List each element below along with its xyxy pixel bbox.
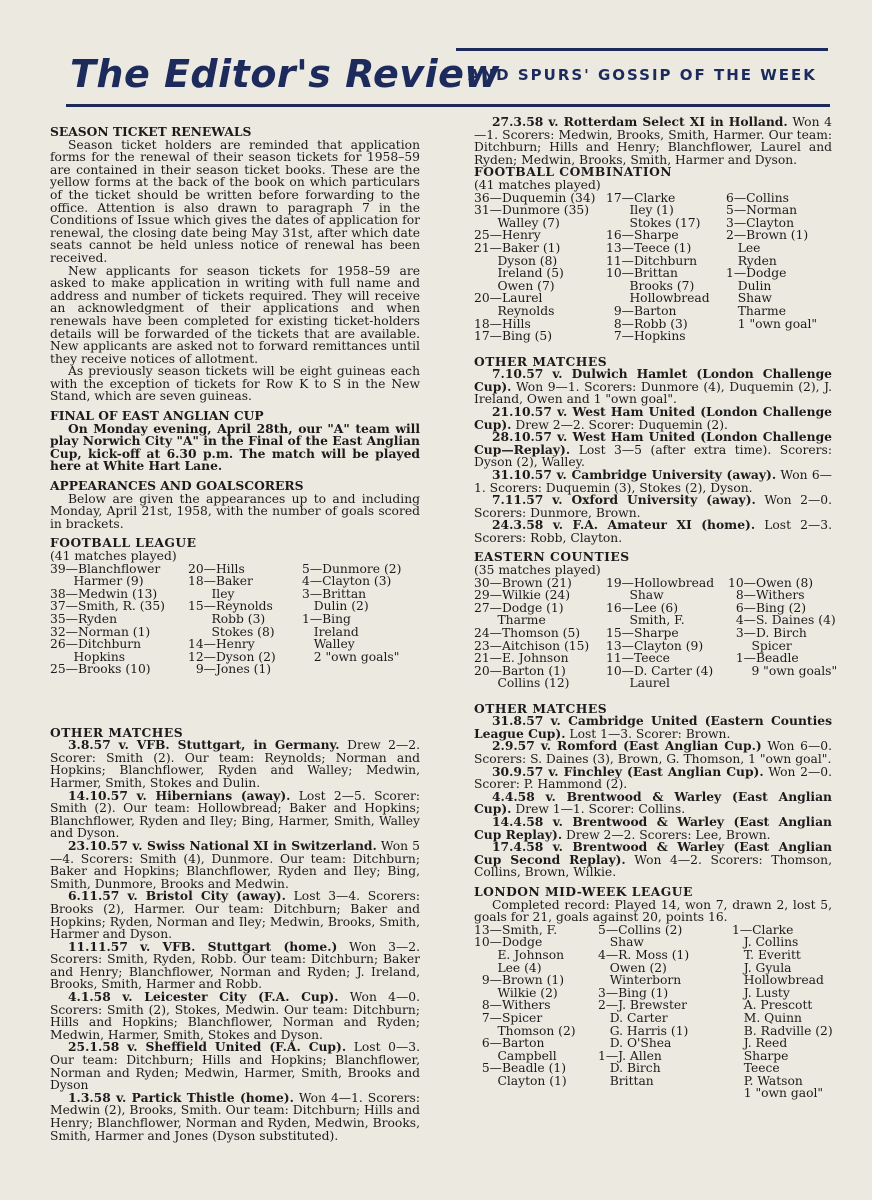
paragraph: New applicants for season tickets for 1958–59 are asked to make application in writing with full name and address and number of tickets required. They will receive an acknowledgment of their applications and when renewals have been completed for existing ticket-holders details will be forwarded of the tickets that are available. New applicants are asked not to forward remittances until they receive notices of allotment. xyxy=(50,263,420,366)
match-title: 21.10.57 v. West Ham United (London Challenge Cup). xyxy=(474,403,832,432)
match-report xyxy=(474,816,832,841)
match-details: Won 6—0. Scorers: S. Daines (3), Brown, G. Thomson, 1 "own goal". xyxy=(474,739,832,767)
player-entry: 17—Clarke xyxy=(606,190,676,205)
player-entry: 12—Dyson (2) xyxy=(188,649,276,664)
left-column xyxy=(50,126,420,1142)
player-entry: 9—Brown (1) xyxy=(474,973,565,988)
player-entry: 31—Dunmore (35) xyxy=(474,203,590,218)
match-details: Won 5—4. Scorers: Smith (4), Dunmore. Our team: Ditchburn; Baker and Hopkins; Blanchflower, Ryden and Iley; Bing, Smith, Dunmore, Brooks and Medwin. xyxy=(50,838,420,891)
player-entry: 10—Owen (8) xyxy=(728,575,814,590)
match-list xyxy=(50,739,420,1142)
match-details: Lost 1—3. Scorer: Brown. xyxy=(565,726,731,741)
match-report xyxy=(474,763,832,792)
section-heading: APPEARANCES AND GOALSCORERS xyxy=(50,478,304,494)
player-entry: 14—Henry xyxy=(188,637,255,652)
match-details: Lost 2—5. Scorer: Smith (2). Our team: Hollowbread; Baker and Hopkins; Blanchflower, Ryden and Iley; Bing, Harmer, Smith, Walley and Dyson. xyxy=(50,788,421,841)
player-entry: Hollowbread xyxy=(732,973,824,988)
match-title: 14.4.58 v. Brentwood & Warley (East Anglian Cup Replay). xyxy=(474,814,832,842)
player-entry: 8—Robb (3) xyxy=(606,316,688,331)
player-entry: 4—S. Daines (4) xyxy=(728,613,836,628)
player-entry: A. Prescott xyxy=(732,998,813,1013)
player-entry: 1—J. Allen xyxy=(598,1048,662,1063)
match-title: 17.4.58 v. Brentwood & Warley (East Anglian Cup Second Replay). xyxy=(474,839,832,867)
table-column xyxy=(726,192,817,331)
player-entry: 3—Bing (1) xyxy=(598,985,669,1000)
match-title: 27.3.58 v. Rotterdam Select XI in Holland. xyxy=(492,114,788,129)
table-heading: FOOTBALL LEAGUE xyxy=(50,535,197,551)
match-details: Won 2—0. Scorers: Dunmore, Brown. xyxy=(474,493,832,520)
player-entry: 10—D. Carter (4) xyxy=(606,663,714,678)
match-title: 31.8.57 v. Cambridge United (Eastern Counties League Cup). xyxy=(474,713,832,741)
player-entry: Tharme xyxy=(474,613,546,628)
table-column xyxy=(302,563,401,664)
player-entry: 2—J. Brewster xyxy=(598,998,688,1013)
player-entry: 18—Baker xyxy=(188,574,253,589)
match-details: Drew 2—2. Scorer: Duquemin (2). xyxy=(511,417,728,432)
player-entry: Shaw xyxy=(598,935,644,950)
match-details: Lost 2—3. Scorers: Robb, Clayton. xyxy=(474,518,832,545)
player-entry: 20—Hills xyxy=(188,561,245,576)
player-entry: 16—Lee (6) xyxy=(606,600,678,615)
player-entry: 15—Sharpe xyxy=(606,626,679,641)
paragraph: Below are given the appearances up to and including Monday, April 21st, 1958, with the number of goals scored in brackets. xyxy=(50,491,420,531)
match-title: 25.1.58 v. Sheffield United (F.A. Cup). xyxy=(68,1039,347,1055)
player-entry: 20—Laurel xyxy=(474,291,543,306)
player-entry: 7—Spicer xyxy=(474,1010,543,1025)
match-title: 6.11.57 v. Bristol City (away). xyxy=(68,888,286,904)
player-entry: 21—E. Johnson xyxy=(474,651,569,666)
player-entry: J. Collins xyxy=(732,935,799,950)
player-entry: 17—Bing (5) xyxy=(474,329,553,344)
player-entry: Brittan xyxy=(598,1073,654,1088)
player-entry: 3—Clayton xyxy=(726,215,795,230)
player-table xyxy=(474,192,832,356)
match-details: Drew 2—2. Scorer: Smith (2). Our team: Reynolds; Norman and Hopkins; Blanchflower, Ryden and Walley; Medwin, Harmer, Smith, Stokes and Dulin. xyxy=(50,738,420,790)
player-entry: 4—R. Moss (1) xyxy=(598,947,690,962)
player-entry: 26—Ditchburn xyxy=(50,637,142,652)
player-entry: Stokes (8) xyxy=(188,624,275,639)
player-entry: 5—Dunmore (2) xyxy=(302,561,402,576)
table-subheading: (41 matches played) xyxy=(50,549,177,563)
player-entry: B. Radville (2) xyxy=(732,1023,833,1038)
match-details: Lost 3—4. Scorers: Brooks (2), Harmer. Our team: Ditchburn; Baker and Hopkins; Ryden, Norman and Iley; Medwin, Brooks, Smith, Harmer and Dyson. xyxy=(50,889,420,942)
player-entry: 11—Ditchburn xyxy=(606,253,698,268)
section-heading: FINAL OF EAST ANGLIAN CUP xyxy=(50,408,264,424)
player-entry: 21—Baker (1) xyxy=(474,240,561,255)
player-entry: 6—Barton xyxy=(474,1036,545,1051)
player-entry: 1 "own goal" xyxy=(726,316,818,331)
player-entry: D. Birch xyxy=(598,1061,661,1076)
paragraph: As previously season tickets will be eight guineas each with the exception of tickets for Row K to S in the New Stand, which are seven guineas. xyxy=(50,364,420,404)
player-entry: 8—Withers xyxy=(474,998,551,1013)
match-title: 14.10.57 v. Hibernians (away). xyxy=(68,787,291,803)
player-entry: 11—Teece xyxy=(606,651,670,666)
match-report xyxy=(474,519,832,544)
table-column xyxy=(474,577,589,690)
player-entry: 13—Clayton (9) xyxy=(606,638,704,653)
player-entry: Smith, F. xyxy=(606,613,685,628)
player-entry: 25—Henry xyxy=(474,228,541,243)
player-entry: Shaw xyxy=(726,291,772,306)
player-entry: 19—Hollowbread xyxy=(606,575,715,590)
match-title: 7.10.57 v. Dulwich Hamlet (London Challenge Cup). xyxy=(474,366,832,394)
player-entry: 5—Norman xyxy=(726,203,798,218)
player-entry: Iley xyxy=(188,586,235,601)
match-report xyxy=(474,368,832,406)
player-entry: Walley (7) xyxy=(474,215,560,230)
table-column xyxy=(50,563,165,676)
match-title: 31.10.57 v. Cambridge University (away). xyxy=(492,466,777,482)
header-rule-top xyxy=(456,48,828,51)
player-entry: Ireland (5) xyxy=(474,266,564,281)
match-title: 24.3.58 v. F.A. Amateur XI (home). xyxy=(492,517,756,533)
match-report xyxy=(50,1041,420,1091)
player-entry: 1—Bing xyxy=(302,611,351,626)
player-entry: 9 "own goals" xyxy=(728,663,838,678)
player-entry: E. Johnson xyxy=(474,947,565,962)
match-details: Drew 1—1. Scorer: Collins. xyxy=(511,802,686,817)
player-entry: 25—Brooks (10) xyxy=(50,662,151,677)
match-details: Won 9—1. Scorers: Dunmore (4), Duquemin (2), J. Ireland, Owen and 1 "own goal". xyxy=(474,379,832,407)
player-entry: 13—Smith, F. xyxy=(474,922,558,937)
match-list xyxy=(474,116,832,166)
player-entry: 38—Medwin (13) xyxy=(50,586,158,601)
match-report xyxy=(474,715,832,740)
player-entry: Owen (2) xyxy=(598,960,667,975)
player-entry: 7—Hopkins xyxy=(606,329,686,344)
player-entry: Winterborn xyxy=(598,973,682,988)
player-entry: 13—Teece (1) xyxy=(606,240,692,255)
player-entry: Hopkins xyxy=(50,649,126,664)
player-entry: Dulin xyxy=(726,278,772,293)
paragraph xyxy=(50,420,420,474)
match-details: Won 6—1. Scorers: Duquemin (3), Stokes (2), Dyson. xyxy=(474,467,832,495)
section-heading: SEASON TICKET RENEWALS xyxy=(50,124,252,139)
player-entry: J. Reed xyxy=(732,1036,788,1051)
match-title: 28.10.57 v. West Ham United (London Challenge Cup—Replay). xyxy=(474,429,832,457)
player-entry: Owen (7) xyxy=(474,278,555,293)
match-title: 4.1.58 v. Leicester City (F.A. Cup). xyxy=(68,989,339,1005)
match-details: Drew 2—2. Scorers: Lee, Brown. xyxy=(562,827,771,842)
player-entry: 10—Dodge xyxy=(474,935,543,950)
table-heading: EASTERN COUNTIES xyxy=(474,549,630,565)
player-entry: 18—Hills xyxy=(474,316,531,331)
player-entry: 10—Brittan xyxy=(606,266,678,281)
player-entry: P. Watson xyxy=(732,1073,803,1088)
player-entry: 24—Thomson (5) xyxy=(474,626,581,641)
player-entry: Thomson (2) xyxy=(474,1023,576,1038)
header-rule-bottom xyxy=(66,104,830,107)
player-entry: 5—Beadle (1) xyxy=(474,1061,566,1076)
player-entry: Clayton (1) xyxy=(474,1073,567,1088)
player-entry: 5—Collins (2) xyxy=(598,922,683,937)
table-subheading: (35 matches played) xyxy=(474,563,601,578)
player-entry: 2 "own goals" xyxy=(302,649,400,664)
player-entry: Robb (3) xyxy=(188,611,266,626)
match-report xyxy=(474,466,832,495)
player-entry: Stokes (17) xyxy=(606,215,701,230)
player-entry: 9—Jones (1) xyxy=(188,662,272,677)
player-entry: J. Lusty xyxy=(732,985,790,1000)
table-heading: OTHER MATCHES xyxy=(474,700,608,716)
player-entry: Harmer (9) xyxy=(50,574,144,589)
player-entry: G. Harris (1) xyxy=(598,1023,689,1038)
match-title: 4.4.58 v. Brentwood & Warley (East Anglian Cup). xyxy=(474,788,832,817)
table-column xyxy=(606,192,710,343)
player-entry: 2—Brown (1) xyxy=(726,228,809,243)
player-entry: Tharme xyxy=(726,303,786,318)
page-title: The Editor's Review xyxy=(70,52,500,96)
player-entry: Wilkie (2) xyxy=(474,985,558,1000)
player-entry: 23—Aitchison (15) xyxy=(474,638,590,653)
table-heading: OTHER MATCHES xyxy=(474,353,608,369)
table-heading: FOOTBALL COMBINATION xyxy=(474,164,673,180)
player-entry: M. Quinn xyxy=(732,1010,802,1025)
player-entry: 16—Sharpe xyxy=(606,228,679,243)
match-report xyxy=(50,991,420,1041)
match-report xyxy=(474,841,832,879)
match-report xyxy=(474,788,832,817)
player-entry: 9—Barton xyxy=(606,303,677,318)
player-entry: Sharpe xyxy=(732,1048,789,1063)
player-entry: 3—Brittan xyxy=(302,586,367,601)
player-entry: D. Carter xyxy=(598,1010,668,1025)
player-entry: Lee xyxy=(726,240,761,255)
player-entry: Ireland xyxy=(302,624,359,639)
match-report xyxy=(50,787,421,841)
match-report xyxy=(474,116,832,166)
match-details: Won 3—2. Scorers: Smith, Ryden, Robb. Our team: Ditchburn; Baker and Henry; Blanchflower, Norman and Ryden; J. Ireland, Brooks, Smith, Harmer and Robb. xyxy=(50,939,420,992)
player-entry: T. Everitt xyxy=(732,947,801,962)
player-entry: 29—Wilkie (24) xyxy=(474,588,571,603)
paragraph: Completed record: Played 14, won 7, drawn 2, lost 5, goals for 21, goals against 20, points 16. xyxy=(474,897,832,925)
match-report xyxy=(474,740,832,765)
match-report xyxy=(50,739,420,789)
player-table xyxy=(50,563,420,727)
player-entry: 6—Collins xyxy=(726,190,789,205)
table-column xyxy=(474,924,576,1088)
player-entry: 32—Norman (1) xyxy=(50,624,151,639)
paragraph: Season ticket holders are reminded that application forms for the renewal of their season tickets for 1958–59 are contained in their season ticket books. These are the yellow forms at the back of the book on which particulars of the ticket should be written before forwarding to the office. Attention is also drawn to paragraph 7 in the Conditions of Issue which gives the dates of application for renewal, the closing date being May 31st, after which date seats cannot be held unless notice of renewal has been received. xyxy=(50,137,420,265)
player-entry: 3—D. Birch xyxy=(728,626,807,641)
player-entry: Collins (12) xyxy=(474,676,570,691)
player-entry: Iley (1) xyxy=(606,203,674,218)
match-title: 3.8.57 v. VFB. Stuttgart, in Germany. xyxy=(68,737,340,753)
player-entry: 8—Withers xyxy=(728,588,805,603)
match-title: 7.11.57 v. Oxford University (away). xyxy=(492,492,756,508)
match-title: 1.3.58 v. Partick Thistle (home). xyxy=(68,1089,294,1105)
player-entry: J. Gyula xyxy=(732,960,792,975)
player-entry: Laurel xyxy=(606,676,670,691)
match-details: Lost 0—3. Our team: Ditchburn; Hills and Hopkins; Blanchflower, Norman and Ryden; Medwin, Harmer, Smith, Brooks and Dyson xyxy=(50,1040,420,1093)
table-heading: LONDON MID-WEEK LEAGUE xyxy=(474,883,693,899)
player-entry: 1 "own gaol" xyxy=(732,1086,824,1101)
player-entry: Shaw xyxy=(606,588,664,603)
player-entry: 20—Barton (1) xyxy=(474,663,566,678)
match-title: 23.10.57 v. Swiss National XI in Switzerland. xyxy=(68,837,377,853)
player-table xyxy=(474,924,832,1138)
right-column xyxy=(474,114,838,1138)
player-entry: Dulin (2) xyxy=(302,599,369,614)
player-entry: Hollowbread xyxy=(606,291,710,306)
match-details: Won 2—0. Scorer: P. Hammond (2). xyxy=(474,764,832,792)
player-entry: 1—Clarke xyxy=(732,922,794,937)
match-details: Won 4—2. Scorers: Thomson, Collins, Brown, Wilkie. xyxy=(474,852,832,880)
player-entry: 15—Reynolds xyxy=(188,599,273,614)
match-list xyxy=(474,368,832,544)
player-entry: 6—Bing (2) xyxy=(728,600,807,615)
match-title: 30.9.57 v. Finchley (East Anglian Cup). xyxy=(492,763,764,779)
table-column xyxy=(188,563,276,676)
player-entry: Ryden xyxy=(726,253,777,268)
player-entry: D. O'Shea xyxy=(598,1036,672,1051)
match-details: Won 4—0. Scorers: Smith (2), Stokes, Medwin. Our team: Ditchburn; Hills and Hopkins; Blanchflower, Norman and Ryden; Medwin, Harmer, Smith, Stokes and Dyson. xyxy=(50,990,420,1042)
player-entry: 35—Ryden xyxy=(50,611,118,626)
player-entry: 1—Dodge xyxy=(726,266,787,281)
table-column xyxy=(606,577,714,690)
match-report xyxy=(474,403,832,432)
match-list xyxy=(474,715,832,879)
match-details: Lost 3—5 (after extra time). Scorers: Dyson (2), Walley. xyxy=(474,442,832,470)
player-entry: Brooks (7) xyxy=(606,278,695,293)
table-column xyxy=(732,924,833,1100)
match-report xyxy=(50,938,420,992)
player-entry: 37—Smith, R. (35) xyxy=(50,599,165,614)
player-table xyxy=(474,575,838,703)
match-details: Won 4—1. Scorers: Medwin (2), Brooks, Smith. Our team: Ditchburn; Hills and Henry; Blanchflower, Norman and Ryden, Medwin, Brooks, Smith, Harmer and Jones (Dyson substituted). xyxy=(50,1090,420,1143)
player-entry: Reynolds xyxy=(474,303,555,318)
player-entry: Walley xyxy=(302,637,355,652)
match-report xyxy=(50,837,420,891)
player-entry: 30—Brown (21) xyxy=(474,575,572,590)
table-column xyxy=(728,577,837,678)
bold-text: On Monday evening, April 28th, our "A" team will play Norwich City "A" in the Final of the East Anglian Cup, kick-off at 6.30 p.m. The match will be played here at White Hart Lane. xyxy=(50,420,420,474)
table-column xyxy=(474,192,595,343)
match-report xyxy=(50,890,420,940)
player-entry: Campbell xyxy=(474,1048,557,1063)
player-entry: 4—Clayton (3) xyxy=(302,574,392,589)
table-subheading: (41 matches played) xyxy=(474,177,601,192)
table-heading: OTHER MATCHES xyxy=(50,724,184,740)
match-report xyxy=(474,431,832,469)
match-report xyxy=(474,494,832,519)
player-entry: Spicer xyxy=(728,638,792,653)
table-column xyxy=(598,924,689,1088)
player-entry: 36—Duquemin (34) xyxy=(474,190,596,205)
player-entry: 39—Blanchflower xyxy=(50,561,161,576)
match-report xyxy=(50,1089,420,1143)
match-details: Won 4—1. Scorers: Medwin, Brooks, Smith, Harmer. Our team: Ditchburn; Hills and Henry; Blanchflower, Laurel and Ryden; Medwin, Brooks, Smith, Harmer and Dyson. xyxy=(474,115,832,167)
player-entry: 1—Beadle xyxy=(728,651,799,666)
player-entry: Dyson (8) xyxy=(474,253,558,268)
player-entry: Teece xyxy=(732,1061,780,1076)
player-entry: 27—Dodge (1) xyxy=(474,600,564,615)
match-title: 2.9.57 v. Romford (East Anglian Cup.) xyxy=(492,738,762,754)
page-subtitle: AND SPURS' GOSSIP OF THE WEEK xyxy=(468,66,817,84)
match-title: 11.11.57 v. VFB. Stuttgart (home.) xyxy=(68,938,338,954)
player-entry: Lee (4) xyxy=(474,960,542,975)
